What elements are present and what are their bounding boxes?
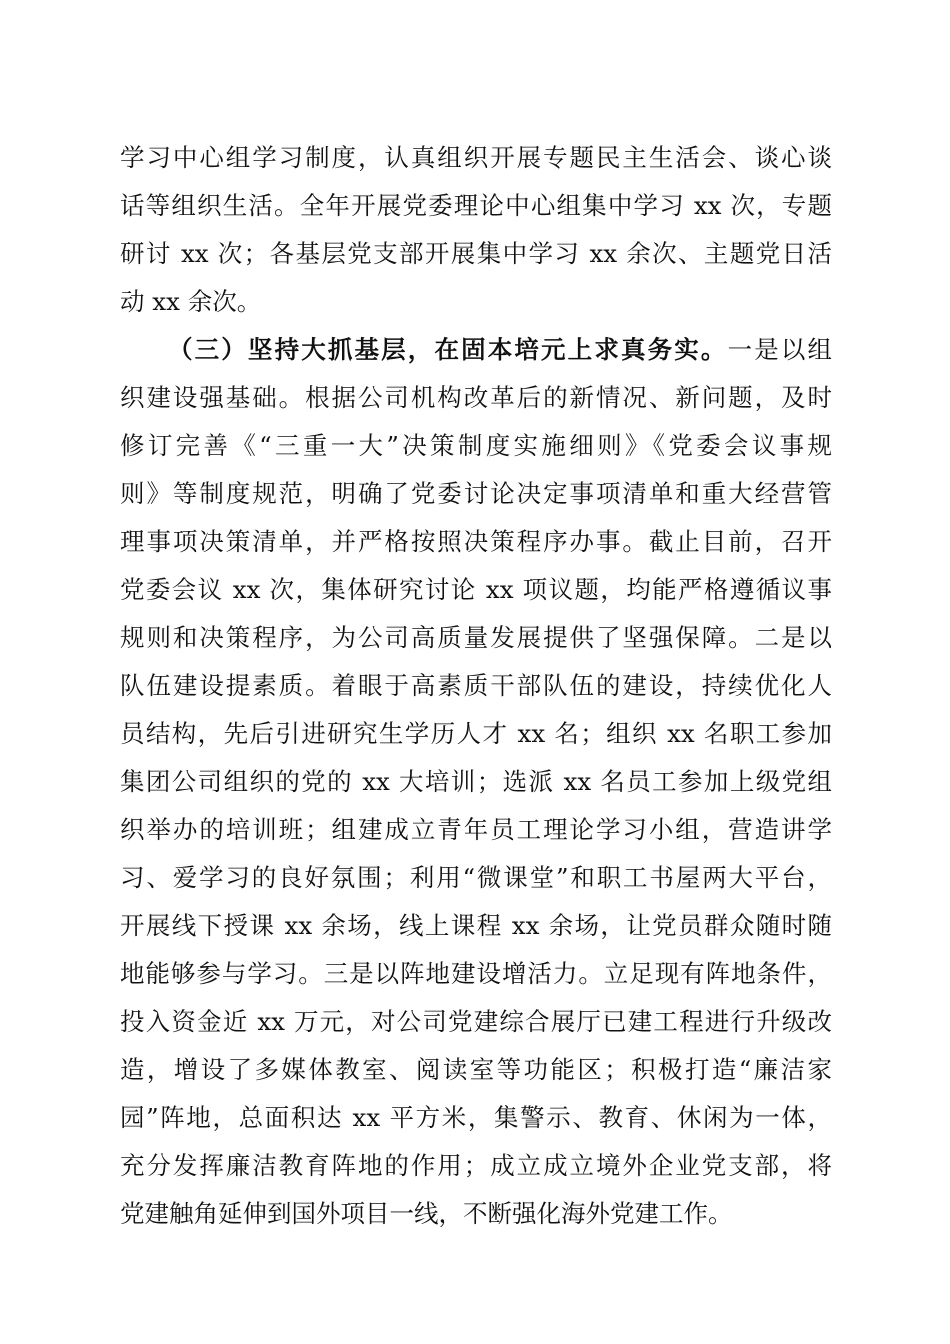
- paragraph-2-line-13: 开展线下授课 xx 余场，线上课程 xx 余场，让党员群众随时随: [120, 911, 832, 940]
- paragraph-1-line-3: 研讨 xx 次；各基层党支部开展集中学习 xx 余次、主题党日活: [120, 239, 832, 268]
- paragraph-2-line-5: 理事项决策清单，并严格按照决策程序办事。截止目前，召开: [120, 527, 832, 556]
- paragraph-2-line-12: 习、爱学习的良好氛围；利用“微课堂”和职工书屋两大平台，: [120, 863, 832, 892]
- paragraph-1-line-4: 动 xx 余次。: [120, 287, 262, 316]
- paragraph-2-line-19: 党建触角延伸到国外项目一线，不断强化海外党建工作。: [120, 1199, 733, 1228]
- paragraph-2-line-10: 集团公司组织的党的 xx 大培训；选派 xx 名员工参加上级党组: [120, 767, 832, 796]
- paragraph-2-line-8: 队伍建设提素质。着眼于高素质干部队伍的建设，持续优化人: [120, 671, 832, 700]
- paragraph-2-line-16: 造，增设了多媒体教室、阅读室等功能区；积极打造“廉洁家: [120, 1055, 832, 1084]
- paragraph-2-line-4: 则》等制度规范，明确了党委讨论决定事项清单和重大经营管: [120, 479, 832, 508]
- paragraph-2-line-2: 织建设强基础。根据公司机构改革后的新情况、新问题，及时: [120, 383, 832, 412]
- paragraph-2-line-14: 地能够参与学习。三是以阵地建设增活力。立足现有阵地条件，: [120, 959, 832, 988]
- paragraph-2-line-9: 员结构，先后引进研究生学历人才 xx 名；组织 xx 名职工参加: [120, 719, 832, 748]
- paragraph-1-line-1: 学习中心组学习制度，认真组织开展专题民主生活会、谈心谈: [120, 143, 832, 172]
- paragraph-2-line-17: 园”阵地，总面积达 xx 平方米，集警示、教育、休闲为一体，: [120, 1103, 832, 1132]
- paragraph-2-line-18: 充分发挥廉洁教育阵地的作用；成立成立境外企业党支部，将: [120, 1151, 832, 1180]
- paragraph-2-first-line-rest: 一是以组: [727, 335, 832, 364]
- paragraph-1-line-2: 话等组织生活。全年开展党委理论中心组集中学习 xx 次，专题: [120, 191, 832, 220]
- paragraph-2-line-7: 规则和决策程序，为公司高质量发展提供了坚强保障。二是以: [120, 623, 832, 652]
- section-heading: （三）坚持大抓基层，在固本培元上求真务实。: [168, 335, 728, 364]
- paragraph-2-line-3: 修订完善《“三重一大”决策制度实施细则》《党委会议事规: [120, 431, 832, 460]
- paragraph-2-line-11: 织举办的培训班；组建成立青年员工理论学习小组，营造讲学: [120, 815, 832, 844]
- paragraph-2-line-15: 投入资金近 xx 万元，对公司党建综合展厅已建工程进行升级改: [120, 1007, 832, 1036]
- paragraph-2-line-6: 党委会议 xx 次，集体研究讨论 xx 项议题，均能严格遵循议事: [120, 575, 832, 604]
- paragraph-2-first-line: [168, 330, 832, 370]
